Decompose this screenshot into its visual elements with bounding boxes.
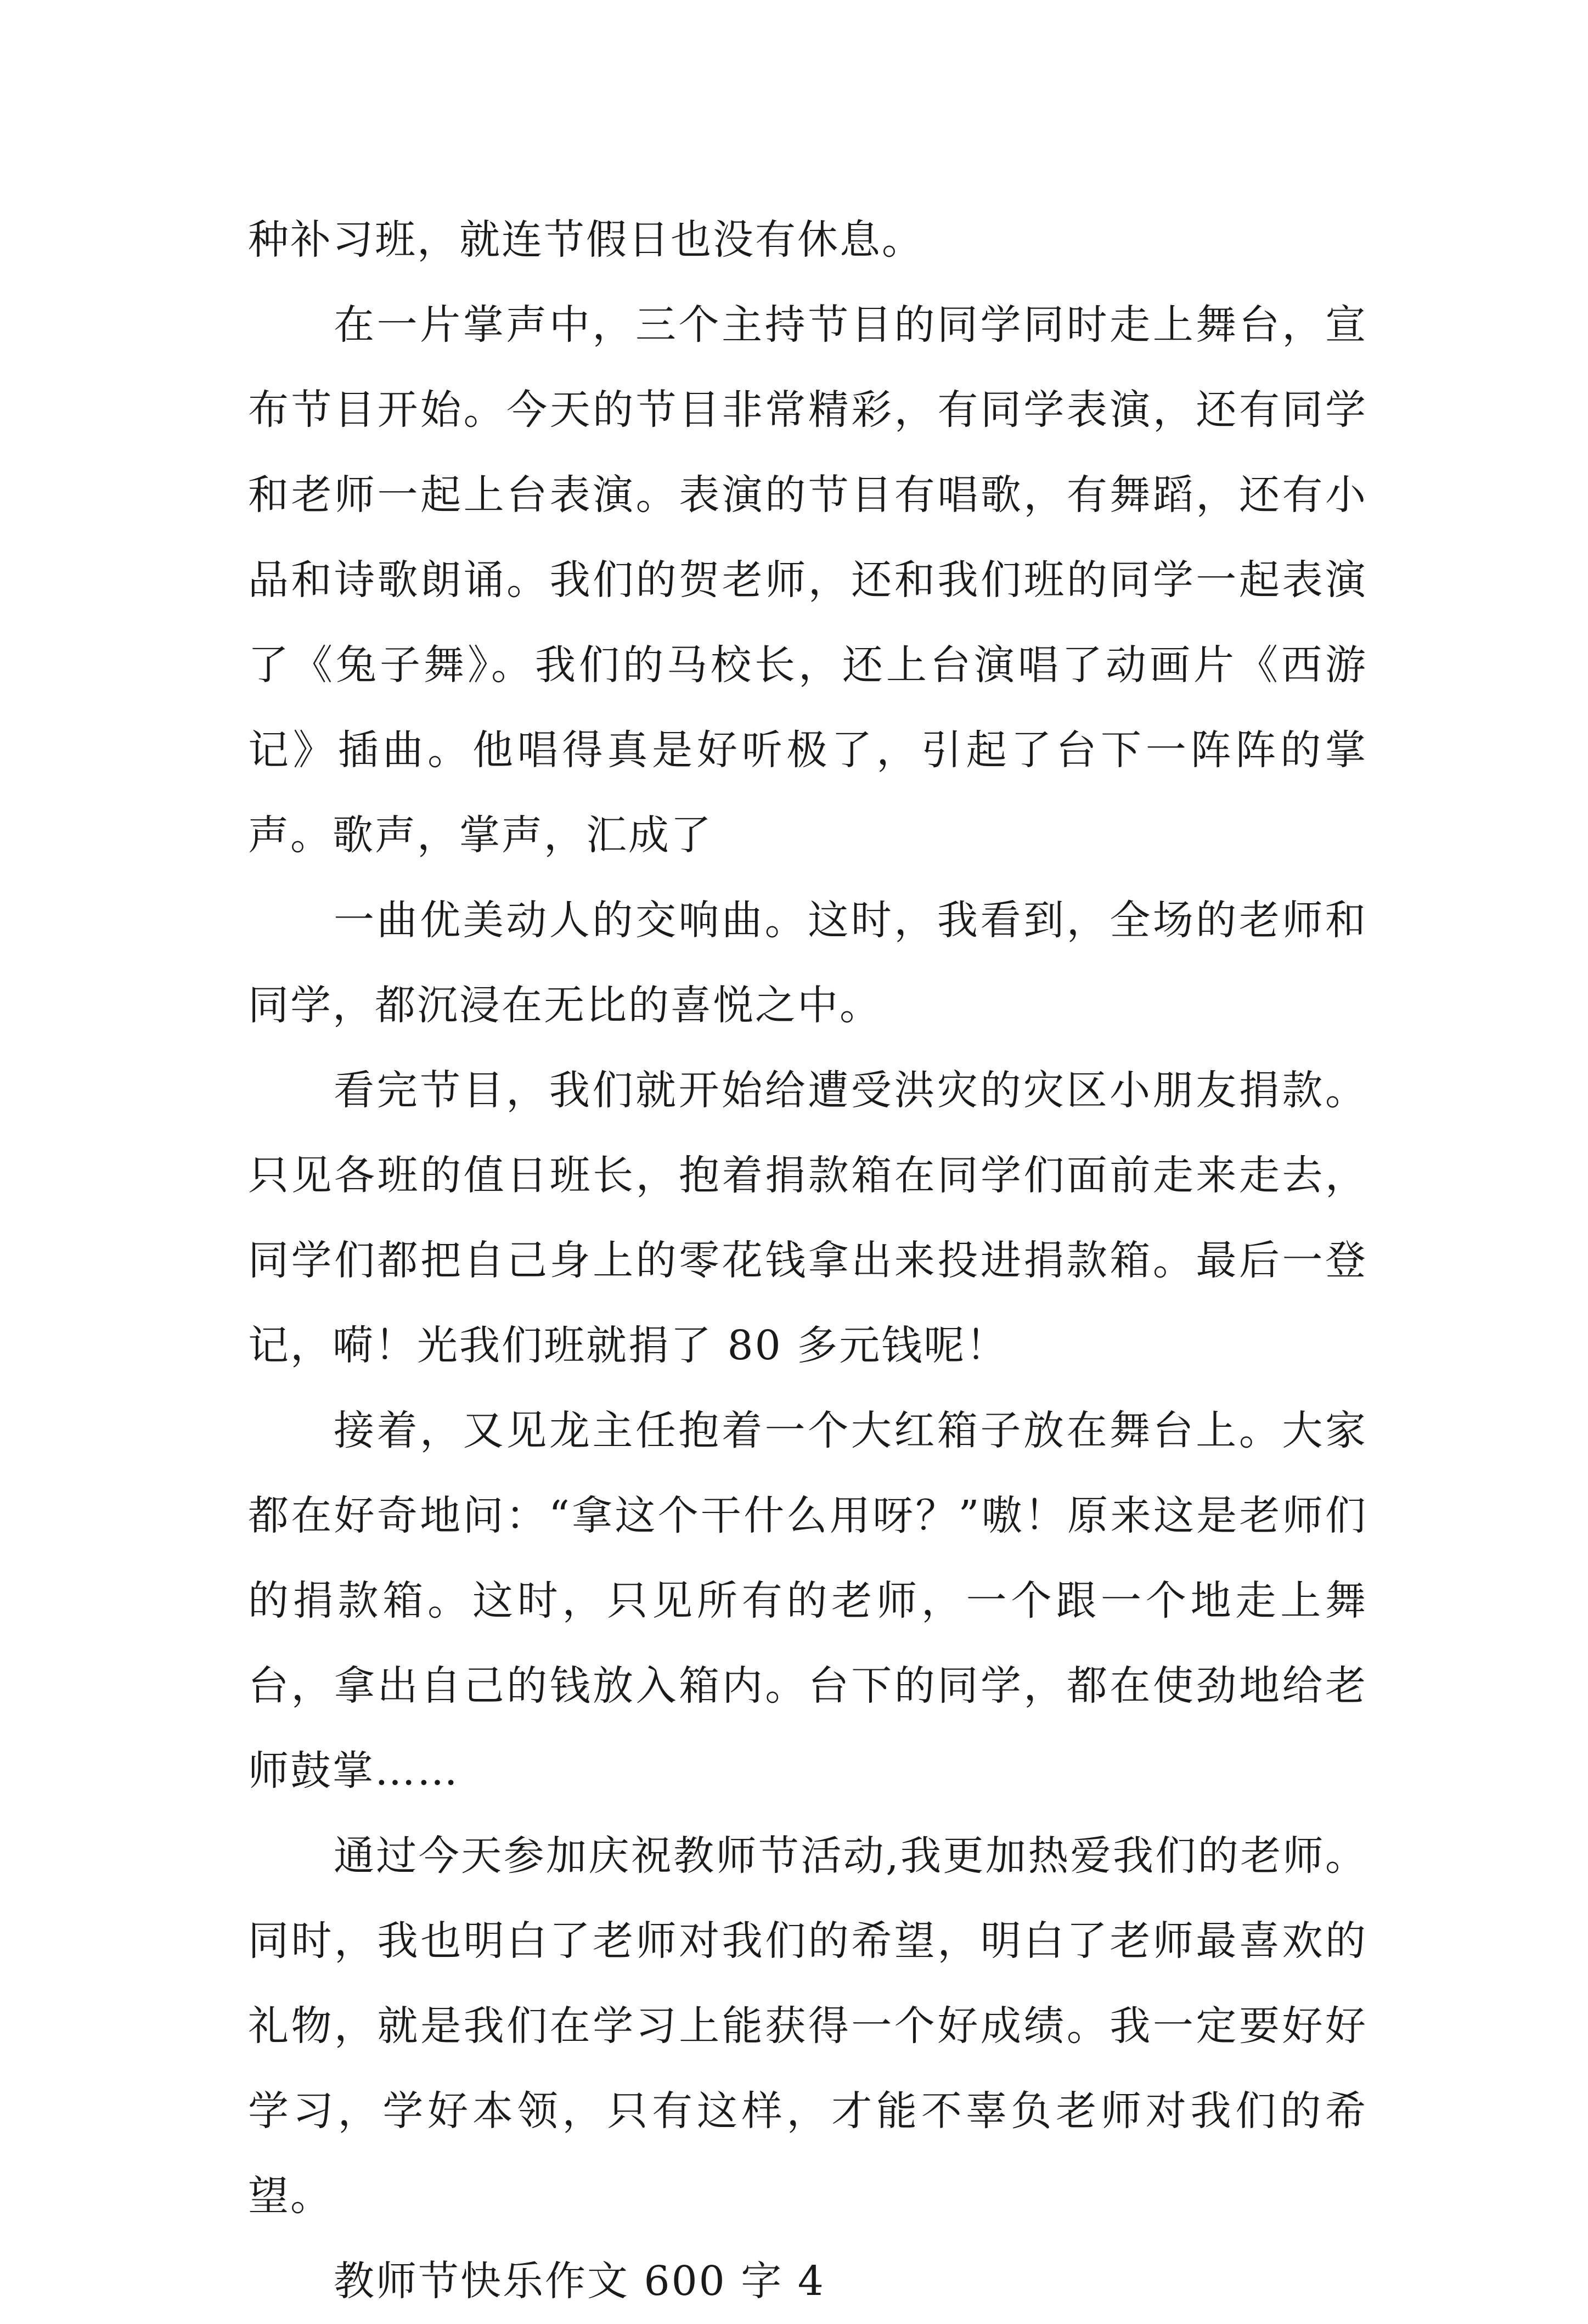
paragraph-6: 通过今天参加庆祝教师节活动,我更加热爱我们的老师。同时，我也明白了老师对我们的希望，明白了老师最喜欢的礼物，就是我们在学习上能获得一个好成绩。我一定要好好学习，学好本领，只有这样，才能不辜负老师对我们的希望。 xyxy=(248,1832,1367,2220)
section-heading: 教师节快乐作文 600 字 4 xyxy=(334,2258,825,2305)
paragraph-5: 接着，又见龙主任抱着一个大红箱子放在舞台上。大家都在好奇地问：“拿这个干什么用呀？”嗷！原来这是老师们的捐款箱。这时，只见所有的老师，一个跟一个地走上舞台，拿出自己的钱放入箱内。台下的同学，都在使劲地给老师鼓掌…… xyxy=(248,1407,1367,1794)
paragraph-2: 在一片掌声中，三个主持节目的同学同时走上舞台，宣布节目开始。今天的节目非常精彩，有同学表演，还有同学和老师一起上台表演。表演的节目有唱歌，有舞蹈，还有小品和诗歌朗诵。我们的贺老师，还和我们班的同学一起表演了《兔子舞》。我们的马校长，还上台演唱了动画片《西游记》插曲。他唱得真是好听极了，引起了台下一阵阵的掌声。歌声，掌声，汇成了 xyxy=(248,301,1367,859)
paragraph-3: 一曲优美动人的交响曲。这时，我看到，全场的老师和同学，都沉浸在无比的喜悦之中。 xyxy=(248,897,1367,1029)
paragraph-4: 看完节目，我们就开始给遭受洪灾的灾区小朋友捐款。只见各班的值日班长，抱着捐款箱在同学们面前走来走去，同学们都把自己身上的零花钱拿出来投进捐款箱。最后一登记，嗬！光我们班就捐了 80 多元钱呢！ xyxy=(248,1067,1367,1369)
paragraph-1: 种补习班，就连节假日也没有休息。 xyxy=(248,216,924,263)
document-body xyxy=(248,198,1367,2324)
